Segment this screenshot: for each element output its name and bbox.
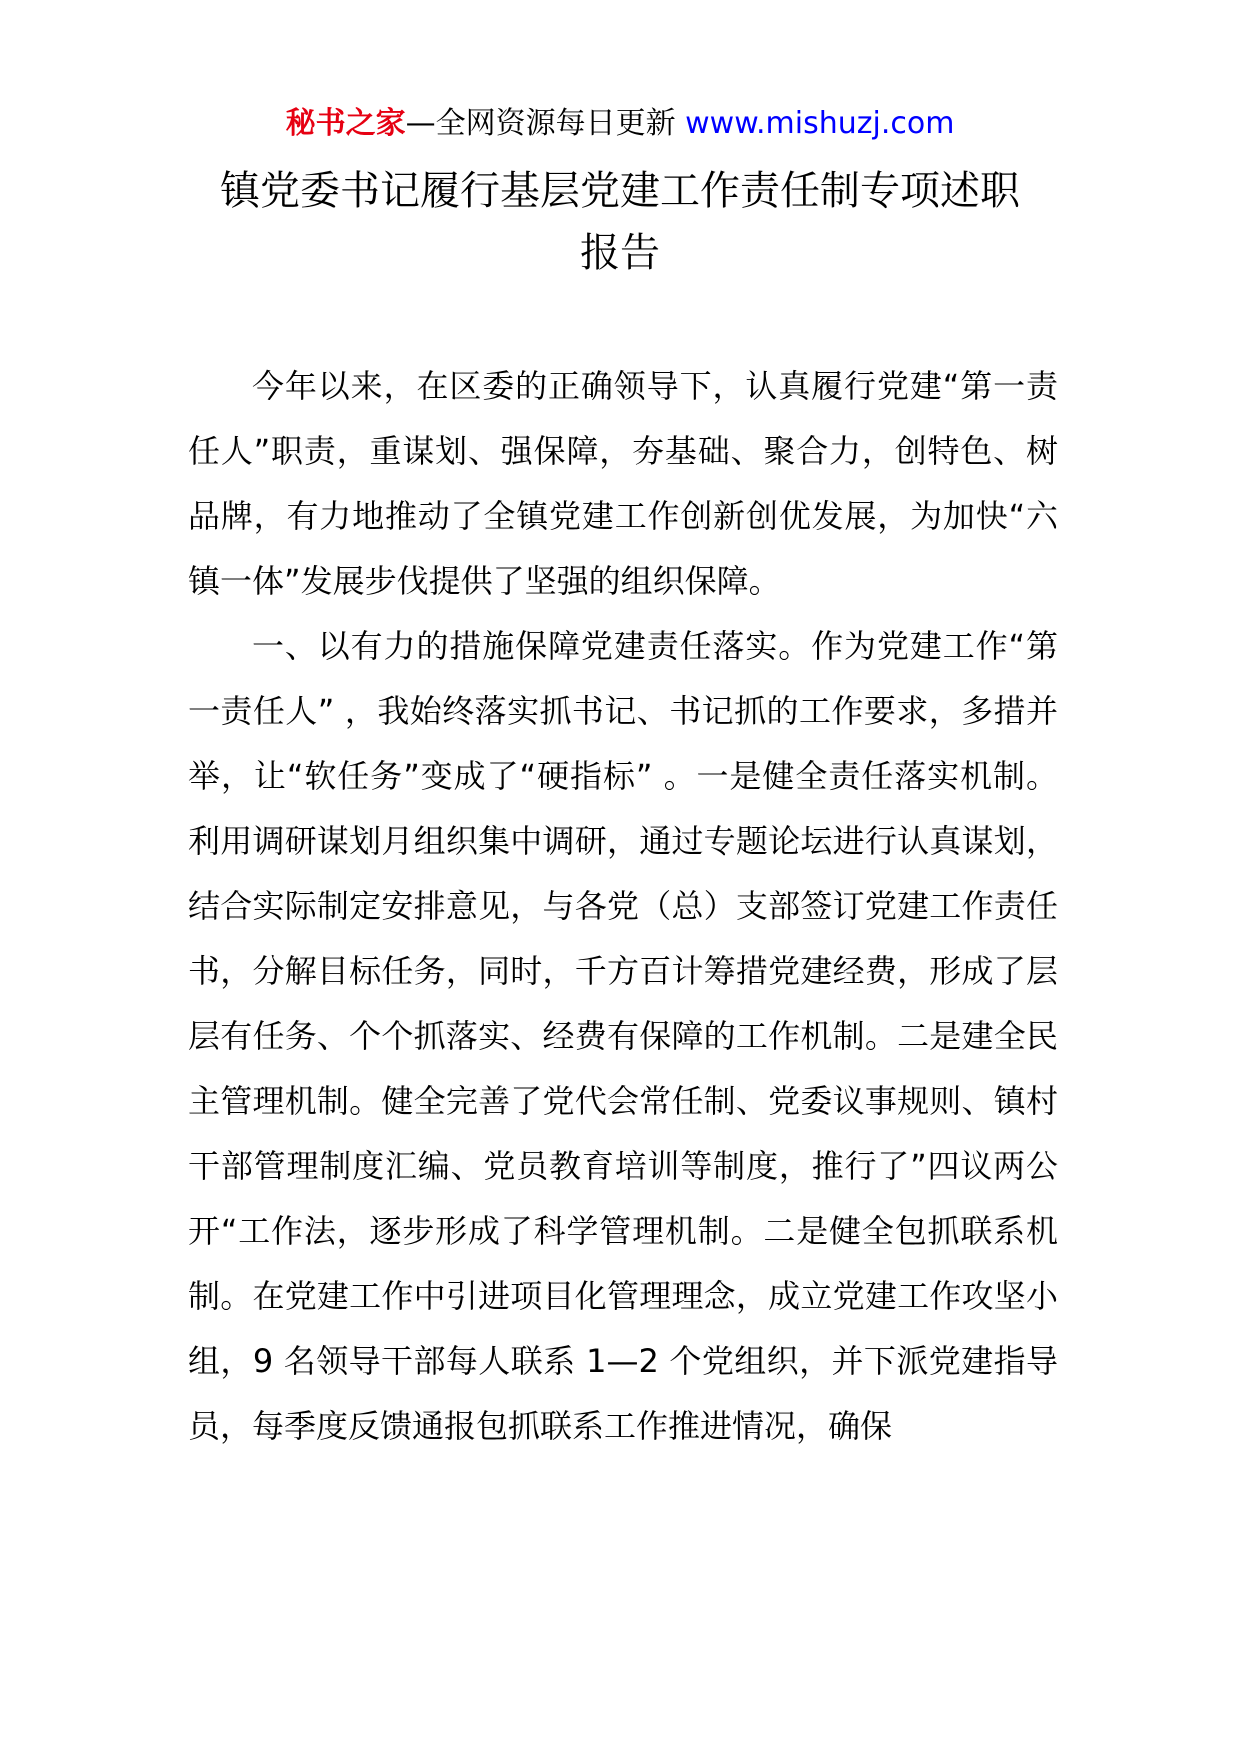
document-title-line-1: 镇党委书记履行基层党建工作责任制专项述职 bbox=[220, 168, 1020, 214]
document-body bbox=[188, 354, 1058, 1459]
brand-name: 秘书之家 bbox=[285, 106, 406, 141]
site-url-link[interactable]: www.mishuzj.com bbox=[685, 106, 955, 141]
site-header bbox=[0, 100, 1240, 148]
header-tagline: —全网资源每日更新 bbox=[405, 106, 686, 141]
document-title bbox=[180, 160, 1060, 284]
paragraph-intro: 今年以来，在区委的正确领导下，认真履行党建“第一责任人”职责，重谋划、强保障，夯基础、聚合力，创特色、树品牌，有力地推动了全镇党建工作创新创优发展，为加快“六镇一体”发展步伐提供了坚强的组织保障。 bbox=[188, 367, 1058, 600]
document-title-line-2: 报告 bbox=[580, 230, 660, 276]
paragraph-section-one: 一、以有力的措施保障党建责任落实。作为党建工作“第一责任人” ，我始终落实抓书记、书记抓的工作要求，多措并举，让“软任务”变成了“硬指标” 。一是健全责任落实机制。利用调研谋划月组织集中调研，通过专题论坛进行认真谋划，结合实际制定安排意见，与各党（总）支部签订党建工作责任书，分解目标任务，同时，千方百计筹措党建经费，形成了层层有任务、个个抓落实、经费有保障的工作机制。二是建全民主管理机制。健全完善了党代会常任制、党委议事规则、镇村干部管理制度汇编、党员教育培训等制度，推行了”四议两公开“工作法，逐步形成了科学管理机制。二是健全包抓联系机制。在党建工作中引进项目化管理理念，成立党建工作攻坚小组，9 名领导干部每人联系 1—2 个党组织，并下派党建指导员，每季度反馈通报包抓联系工作推进情况，确保 bbox=[188, 627, 1058, 1445]
